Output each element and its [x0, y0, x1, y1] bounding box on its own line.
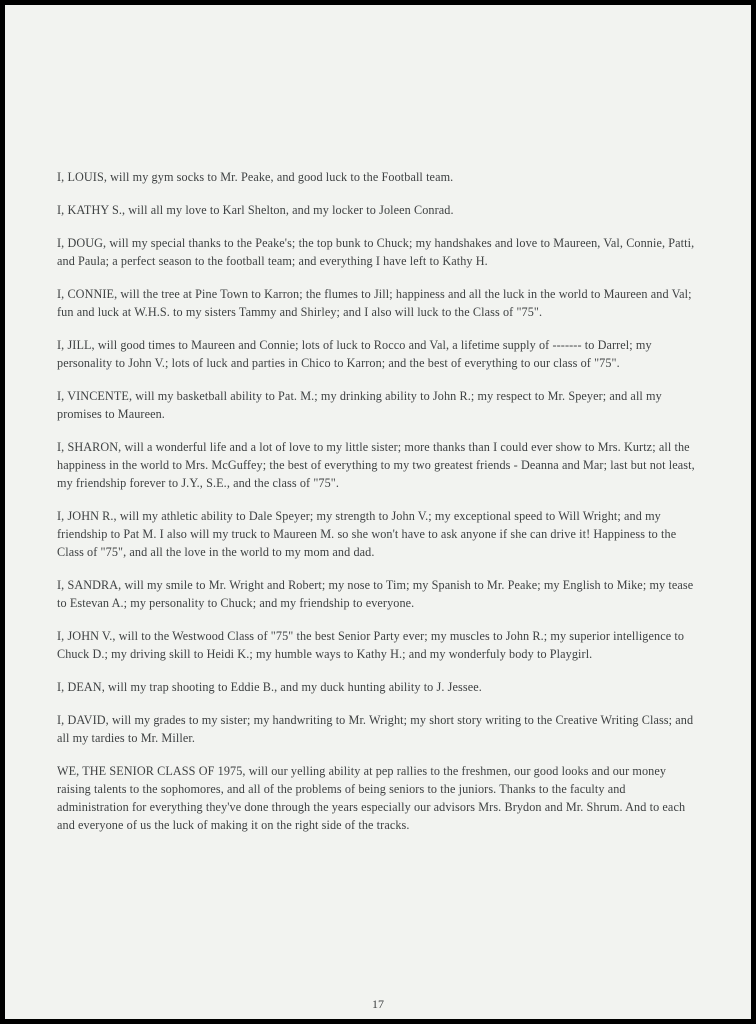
will-senior-class: WE, THE SENIOR CLASS OF 1975, will our yelling ability at pep rallies to the freshmen, our good looks and our money raising talents to the sophomores, and all of the problems of being seniors to the juniors. Thanks to the faculty and administration for everything they've done through the years especially our advisors Mrs. Brydon and Mr. Shrum. And to each and everyone of us the luck of making it on the right side of the tracks. — [57, 764, 686, 832]
will-doug: I, DOUG, will my special thanks to the Peake's; the top bunk to Chuck; my handshakes and love to Maureen, Val, Connie, Patti, and Paula; a perfect season to the football team; and everything I have left to Kathy H. — [57, 236, 695, 268]
will-david: I, DAVID, will my grades to my sister; my handwriting to Mr. Wright; my short story writing to the Creative Writing Class; and all my tardies to Mr. Miller. — [57, 713, 694, 745]
will-john-v: I, JOHN V., will to the Westwood Class of "75" the best Senior Party ever; my muscles to John R.; my superior intelligence to Chuck D.; my driving skill to Heidi K.; my humble ways to Kathy H.; and my wonderfuly body to Playgirl. — [57, 629, 685, 661]
document-page — [5, 5, 751, 1019]
will-dean: I, DEAN, will my trap shooting to Eddie B., and my duck hunting ability to J. Jessee. — [57, 680, 482, 694]
page-number: 17 — [372, 997, 384, 1011]
will-john-r: I, JOHN R., will my athletic ability to Dale Speyer; my strength to John V.; my exceptional speed to Will Wright; and my friendship to Pat M. I also will my truck to Maureen M. so she won't have to ask anyone if she can drive it! Happiness to the Class of "75", and all the love in the world to my mom and dad. — [57, 509, 677, 559]
wills-text-block — [57, 168, 697, 849]
will-louis: I, LOUIS, will my gym socks to Mr. Peake, and good luck to the Football team. — [57, 170, 454, 184]
will-kathy-s: I, KATHY S., will all my love to Karl Shelton, and my locker to Joleen Conrad. — [57, 203, 454, 217]
will-connie: I, CONNIE, will the tree at Pine Town to Karron; the flumes to Jill; happiness and all the luck in the world to Maureen and Val; fun and luck at W.H.S. to my sisters Tammy and Shirley; and I also will luck to the Class of "75". — [57, 287, 692, 319]
will-jill: I, JILL, will good times to Maureen and Connie; lots of luck to Rocco and Val, a lifetime supply of ------- to Darrel; my personality to John V.; lots of luck and parties in Chico to Karron; and the best of everything to our class of "75". — [57, 338, 652, 370]
will-sharon: I, SHARON, will a wonderful life and a lot of love to my little sister; more thanks than I could ever show to Mrs. Kurtz; all the happiness in the world to Mrs. McGuffey; the best of everything to my two greatest friends - Deanna and Mar; last but not least, my friendship forever to J.Y., S.E., and the class of "75". — [57, 440, 695, 490]
will-vincente: I, VINCENTE, will my basketball ability to Pat. M.; my drinking ability to John R.; my respect to Mr. Speyer; and all my promises to Maureen. — [57, 389, 662, 421]
will-sandra: I, SANDRA, will my smile to Mr. Wright and Robert; my nose to Tim; my Spanish to Mr. Peake; my English to Mike; my tease to Estevan A.; my personality to Chuck; and my friendship to everyone. — [57, 578, 694, 610]
